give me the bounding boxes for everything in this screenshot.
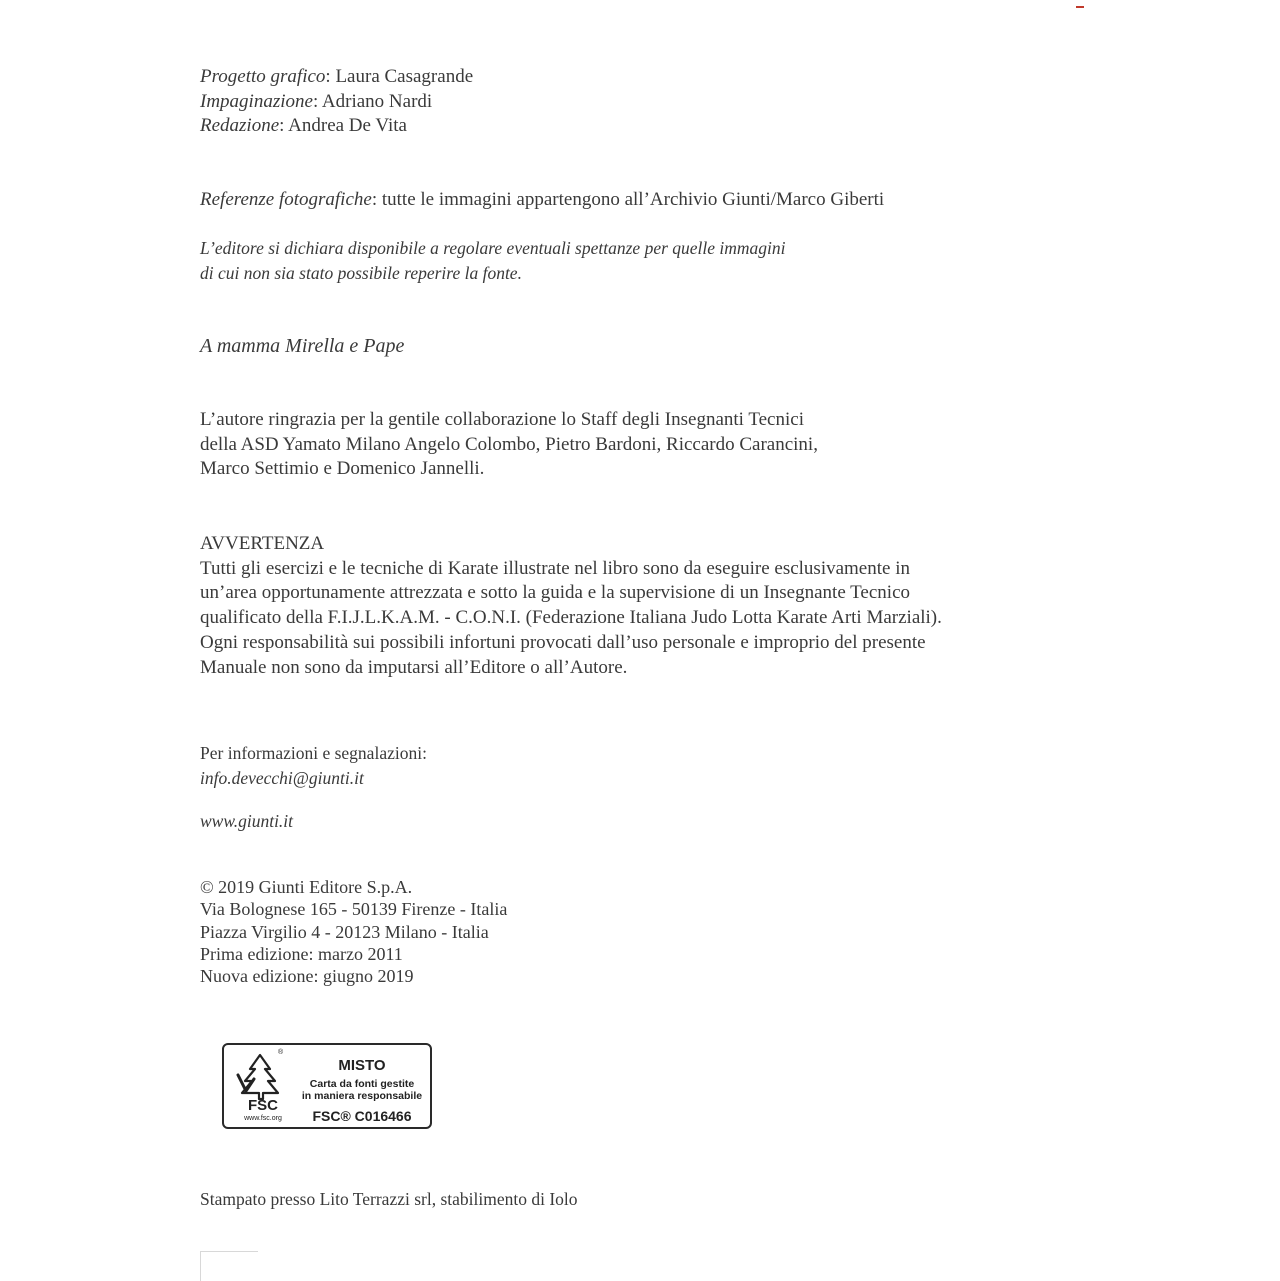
disclaimer-line: di cui non sia stato possibile reperire la fonte. (200, 262, 522, 283)
fsc-url: www.fsc.org (244, 1115, 282, 1122)
credits-block (200, 65, 473, 139)
fsc-desc-line: Carta da fonti gestite (309, 1078, 415, 1090)
thanks-line: L’autore ringrazia per la gentile collaborazione lo Staff degli Insegnanti Tecnici (200, 409, 804, 430)
fsc-registered-mark: ® (278, 1049, 284, 1056)
website-link[interactable]: www.giunti.it (200, 811, 294, 831)
warning-line: Ogni responsabilità sui possibili infortuni provocati dall’uso personale e improprio del presente (200, 631, 926, 653)
fsc-license-code: FSC® C016466 (312, 1108, 412, 1124)
fsc-desc-line: in maniera responsabile (301, 1090, 423, 1102)
imprint-line: Prima edizione: marzo 2011 (200, 943, 403, 964)
warning-block (200, 532, 942, 680)
warning-line: Tutti gli esercizi e le tecniche di Karate illustrate nel libro sono da eseguire esclusivamente in (200, 557, 910, 579)
fsc-description (296, 1078, 428, 1102)
warning-title: AVVERTENZA (200, 533, 325, 554)
photo-credit-text: tutte le immagini appartengono all’Archivio Giunti/Marco Giberti (381, 189, 885, 210)
disclaimer-line: L’editore si dichiara disponibile a regolare eventuali spettanze per quelle immagini (200, 238, 786, 258)
fsc-brand: FSC (248, 1097, 278, 1114)
credit-name: Andrea De Vita (288, 115, 407, 137)
colophon-page (200, 0, 1200, 1280)
imprint-line: Piazza Virgilio 4 - 20123 Milano - Italia (200, 921, 489, 942)
contact-label: Per informazioni e segnalazioni: (200, 743, 427, 763)
contact-info (200, 741, 427, 790)
credit-sep: : (325, 66, 336, 87)
dedication-text: A mamma Mirella e Pape (200, 335, 405, 357)
thanks-line: Marco Settimio e Domenico Jannelli. (200, 458, 485, 480)
fsc-certification-label (222, 1043, 432, 1129)
image-rights-disclaimer (200, 236, 786, 285)
credit-sep: : (279, 115, 289, 137)
imprint-line: © 2019 Giunti Editore S.p.A. (200, 877, 413, 897)
printer-text: Stampato presso Lito Terrazzi srl, stabilimento di Iolo (200, 1189, 578, 1209)
imprint-line: Via Bolognese 165 - 50139 Firenze - Italia (200, 899, 508, 920)
contact-email-link[interactable]: info.devecchi@giunti.it (200, 767, 364, 788)
credit-name: Laura Casagrande (335, 66, 474, 87)
photo-credit-role: Referenze fotografiche (200, 189, 372, 210)
website-block (200, 809, 293, 834)
imprint-block (200, 876, 507, 987)
thanks-line: della ASD Yamato Milano Angelo Colombo, Pietro Bardoni, Riccardo Carancini, (200, 433, 818, 455)
warning-line: un’area opportunamente attrezzata e sotto la guida e la supervisione di un Insegnante Tecnico (200, 582, 911, 604)
fsc-category: MISTO (338, 1057, 386, 1074)
credit-design (200, 65, 473, 90)
credit-layout (200, 90, 473, 115)
credit-role: Progetto grafico (200, 66, 326, 87)
credit-sep: : (312, 90, 322, 112)
credit-name: Adriano Nardi (321, 90, 433, 112)
imprint-line: Nuova edizione: giugno 2019 (200, 966, 414, 987)
warning-line: qualificato della F.I.J.L.K.A.M. - C.O.N.I. (Federazione Italiana Judo Lotta Karate Arti Marziali). (200, 607, 942, 629)
printer-info (200, 1187, 578, 1212)
page-corner-frame (200, 1251, 258, 1281)
dedication (200, 334, 404, 359)
credit-editing (200, 114, 473, 139)
credit-role: Impaginazione (200, 90, 313, 112)
photo-credit-sep: : (371, 189, 382, 210)
warning-line: Manuale non sono da imputarsi all’Editore o all’Autore. (200, 656, 628, 678)
credit-role: Redazione (200, 115, 280, 137)
photo-credit (200, 188, 884, 213)
acknowledgements (200, 408, 818, 482)
